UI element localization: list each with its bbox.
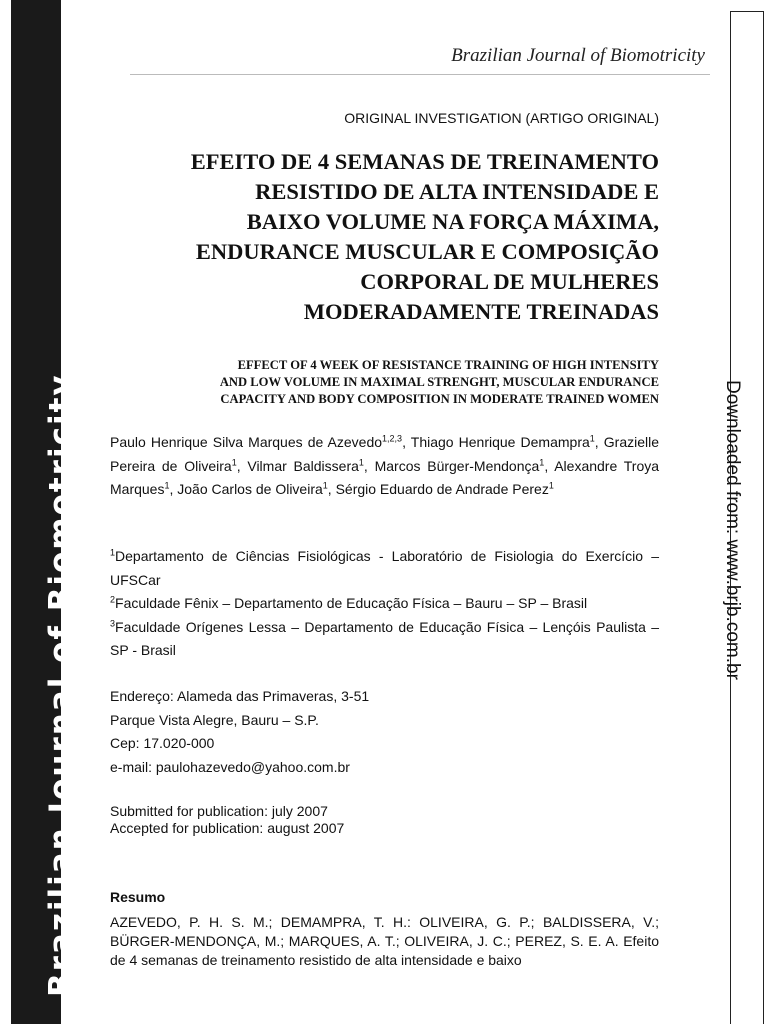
- running-header: Brazilian Journal of Biomotricity: [451, 45, 705, 66]
- article-title-pt: EFEITO DE 4 SEMANAS DE TREINAMENTO RESISTIDO DE ALTA INTENSIDADE E BAIXO VOLUME NA FORÇA MÁXIMA, ENDURANCE MUSCULAR E COMPOSIÇÃO CORPORAL DE MULHERES MODERADAMENTE TREINADAS: [190, 149, 659, 324]
- correspondence-address: [110, 685, 659, 779]
- download-source-note: Downloaded from: www.brjb.com.br: [722, 380, 743, 680]
- author: João Carlos de Oliveira$^1$,: [177, 480, 336, 497]
- author: Sérgio Eduardo de Andrade Perez$^1$: [335, 480, 554, 497]
- address-line: Endereço: Alameda das Primaveras, 3-51: [110, 688, 370, 704]
- spine-journal-title: Brazilian Journal of Biomotricity: [43, 373, 79, 997]
- resumo-text: AZEVEDO, P. H. S. M.; DEMAMPRA, T. H.: OLIVEIRA, G. P.; BALDISSERA, V.; BÜRGER-MENDONÇA, M.; MARQUES, A. T.; OLIVEIRA, J. C.; PEREZ, S. E. A. Efeito de 4 semanas de treinamento resistido de alta intensidade e baixo: [110, 914, 659, 968]
- author: Alexandre Troya Marques$^1$,: [110, 457, 660, 497]
- accepted-date: Accepted for publication: august 2007: [110, 820, 345, 836]
- header-rule: [130, 74, 710, 75]
- address-line: Cep: 17.020-000: [110, 735, 215, 751]
- submitted-date: Submitted for publication: july 2007: [110, 803, 328, 819]
- resumo-heading: Resumo: [110, 889, 166, 905]
- publication-dates: [110, 803, 659, 837]
- author: Vilmar Baldissera$^1$,: [247, 456, 375, 474]
- email-line: e-mail: paulohazevedo@yahoo.com.br: [110, 758, 350, 775]
- journal-spine: [11, 0, 79, 1024]
- article-title-en: EFFECT OF 4 WEEK OF RESISTANCE TRAINING OF HIGH INTENSITY AND LOW VOLUME IN MAXIMAL STRENGHT, MUSCULAR ENDURANCE CAPACITY AND BODY COMPOSITION IN MODERATE TRAINED WOMEN: [219, 358, 659, 406]
- author-list: [110, 431, 659, 502]
- affiliation: $^3$Faculdade Orígenes Lessa – Departamento de Educação Física – Lençóis Paulista – SP - Brasil: [110, 617, 659, 658]
- affiliation-list: [110, 545, 659, 663]
- author: Paulo Henrique Silva Marques de Azevedo$^{1,2,3}$,: [110, 433, 411, 450]
- author: Grazielle Pereira de Oliveira$^1$,: [110, 434, 660, 474]
- address-line: Parque Vista Alegre, Bauru – S.P.: [110, 711, 319, 728]
- author: Marcos Bürger-Mendonça$^1$,: [374, 456, 555, 474]
- affiliation: $^1$Departamento de Ciências Fisiológicas - Laboratório de Fisiologia do Exercício – UFSCar: [110, 547, 659, 588]
- author: Thiago Henrique Demampra$^1$,: [410, 433, 604, 450]
- affiliation: $^2$Faculdade Fênix – Departamento de Educação Física – Bauru – SP – Brasil: [110, 594, 588, 611]
- article-type: ORIGINAL INVESTIGATION (ARTIGO ORIGINAL): [344, 110, 659, 126]
